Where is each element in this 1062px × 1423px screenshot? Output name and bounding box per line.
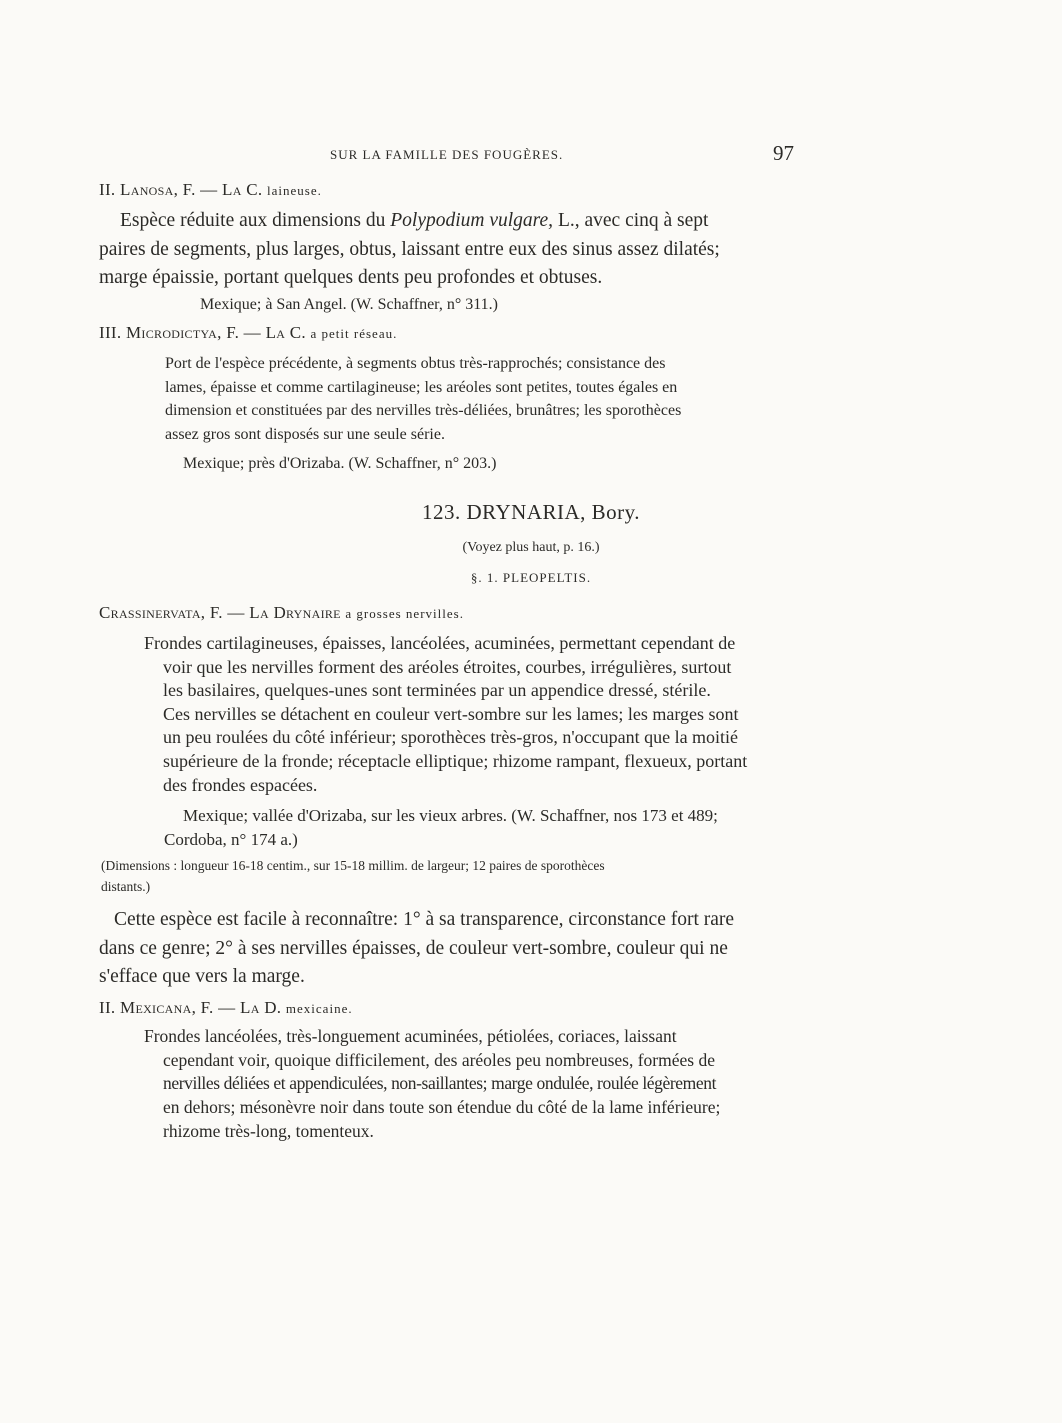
locality-crassinervata xyxy=(164,804,718,852)
locality-lanosa: Mexique; à San Angel. (W. Schaffner, n° 311.) xyxy=(200,296,498,313)
author-abbrev: , F. — xyxy=(200,603,245,622)
description-lanosa xyxy=(99,207,792,293)
text-line: distants.) xyxy=(101,879,151,894)
text-line: Espèce réduite aux dimensions du Polypodium vulgare, L., avec cinq à sept xyxy=(120,210,709,231)
species-name: Mexicana xyxy=(120,998,192,1017)
species-name: Microdictya xyxy=(126,323,218,342)
entry-heading-mexicana xyxy=(99,998,353,1018)
text-line: lames, épaisse et comme cartilagineuse; les aréoles sont petites, toutes égales en xyxy=(165,378,678,396)
author-abbrev: , F. — xyxy=(191,998,236,1017)
text-line: des frondes espacées. xyxy=(163,774,318,795)
text-line: rhizome très-long, tomenteux. xyxy=(163,1120,374,1141)
author-abbrev: , F. — xyxy=(173,180,218,199)
text-line: marge épaissie, portant quelques dents peu profondes et obtuses. xyxy=(99,267,603,288)
species-name: Crassinervata xyxy=(99,603,201,622)
dimensions-crassinervata xyxy=(101,855,791,897)
description-microdictya xyxy=(144,352,792,446)
french-name: a grosses nervilles. xyxy=(345,606,464,621)
text-line: dimension et constituées par des nervilles très-déliées, brunâtres; les sporothèces xyxy=(165,402,682,419)
french-name-prefix: La Drynaire xyxy=(249,603,341,622)
french-name-prefix: La D. xyxy=(240,998,282,1017)
text-line: supérieure de la fronde; réceptacle elliptique; rhizome rampant, flexueux, portant xyxy=(163,750,748,771)
text-line: Cordoba, n° 174 a.) xyxy=(164,830,298,849)
text-line: Port de l'espèce précédente, à segments obtus très-rapprochés; consistance des xyxy=(165,355,666,372)
entry-numeral: II. xyxy=(99,180,116,199)
text-line: Mexique; vallée d'Orizaba, sur les vieux arbres. (W. Schaffner, nos 173 et 489; xyxy=(183,806,718,825)
text-line: un peu roulées du côté inférieur; sporothèces très-gros, n'occupant que la moitié xyxy=(163,727,739,748)
genus-heading: 123. DRYNARIA, Bory. xyxy=(421,500,641,524)
french-name-prefix: La C. xyxy=(265,323,306,342)
author-abbrev: , F. — xyxy=(217,323,261,342)
french-name: a petit réseau. xyxy=(310,326,398,341)
entry-heading-lanosa xyxy=(99,180,322,200)
text-line: Ces nervilles se détachent en couleur vert-sombre sur les lames; les marges sont xyxy=(163,703,739,724)
entry-heading-microdictya xyxy=(99,323,397,343)
entry-numeral: III. xyxy=(99,323,122,342)
text-line: Cette espèce est facile à reconnaître: 1° à sa transparence, circonstance fort rare xyxy=(114,909,735,930)
text-line: Frondes lancéolées, très-longuement acuminées, pétiolées, coriaces, laissant xyxy=(144,1026,677,1046)
description-crassinervata xyxy=(144,632,792,797)
text-line: cependant voir, quoique difficilement, des aréoles peu nombreuses, formées de xyxy=(163,1049,715,1070)
cross-reference: (Voyez plus haut, p. 16.) xyxy=(462,540,600,555)
french-name-prefix: La C. xyxy=(222,180,263,199)
french-name: laineuse. xyxy=(267,183,322,198)
text-line: (Dimensions : longueur 16-18 centim., sur 15-18 millim. de largeur; 12 paires de sporothèces xyxy=(101,858,605,873)
text-line: les basilaires, quelques-unes sont terminées par un appendice dressé, stérile. xyxy=(163,680,711,701)
running-title: SUR LA FAMILLE DES FOUGÈRES. xyxy=(330,147,564,162)
text-line: en dehors; mésonèvre noir dans toute son étendue du côté de la lame inférieure; xyxy=(163,1097,721,1118)
remark-crassinervata xyxy=(99,906,792,992)
entry-heading-crassinervata xyxy=(99,603,464,623)
text-line: s'efface que vers la marge. xyxy=(99,966,305,987)
text-line: nervilles déliées et appendiculées, non-saillantes; marge ondulée, roulée légèrement xyxy=(163,1073,717,1094)
species-name: Lanosa xyxy=(120,180,174,199)
text-line: voir que les nervilles forment des aréoles étroites, courbes, irrégulières, surtout xyxy=(163,656,732,677)
text-line: Frondes cartilagineuses, épaisses, lancéolées, acuminées, permettant cependant de xyxy=(144,633,736,653)
entry-numeral: II. xyxy=(99,998,116,1017)
section-heading: §. 1. PLEOPELTIS. xyxy=(470,570,592,585)
text-line: assez gros sont disposés sur une seule série. xyxy=(165,425,445,443)
page-number: 97 xyxy=(773,141,794,165)
description-mexicana xyxy=(144,1025,792,1144)
french-name: mexicaine. xyxy=(285,1001,353,1016)
locality-microdictya: Mexique; près d'Orizaba. (W. Schaffner, n° 203.) xyxy=(183,455,497,472)
text-line: dans ce genre; 2° à ses nervilles épaisses, de couleur vert-sombre, couleur qui ne xyxy=(99,937,728,959)
text-line: paires de segments, plus larges, obtus, laissant entre eux des sinus assez dilatés; xyxy=(99,238,720,260)
